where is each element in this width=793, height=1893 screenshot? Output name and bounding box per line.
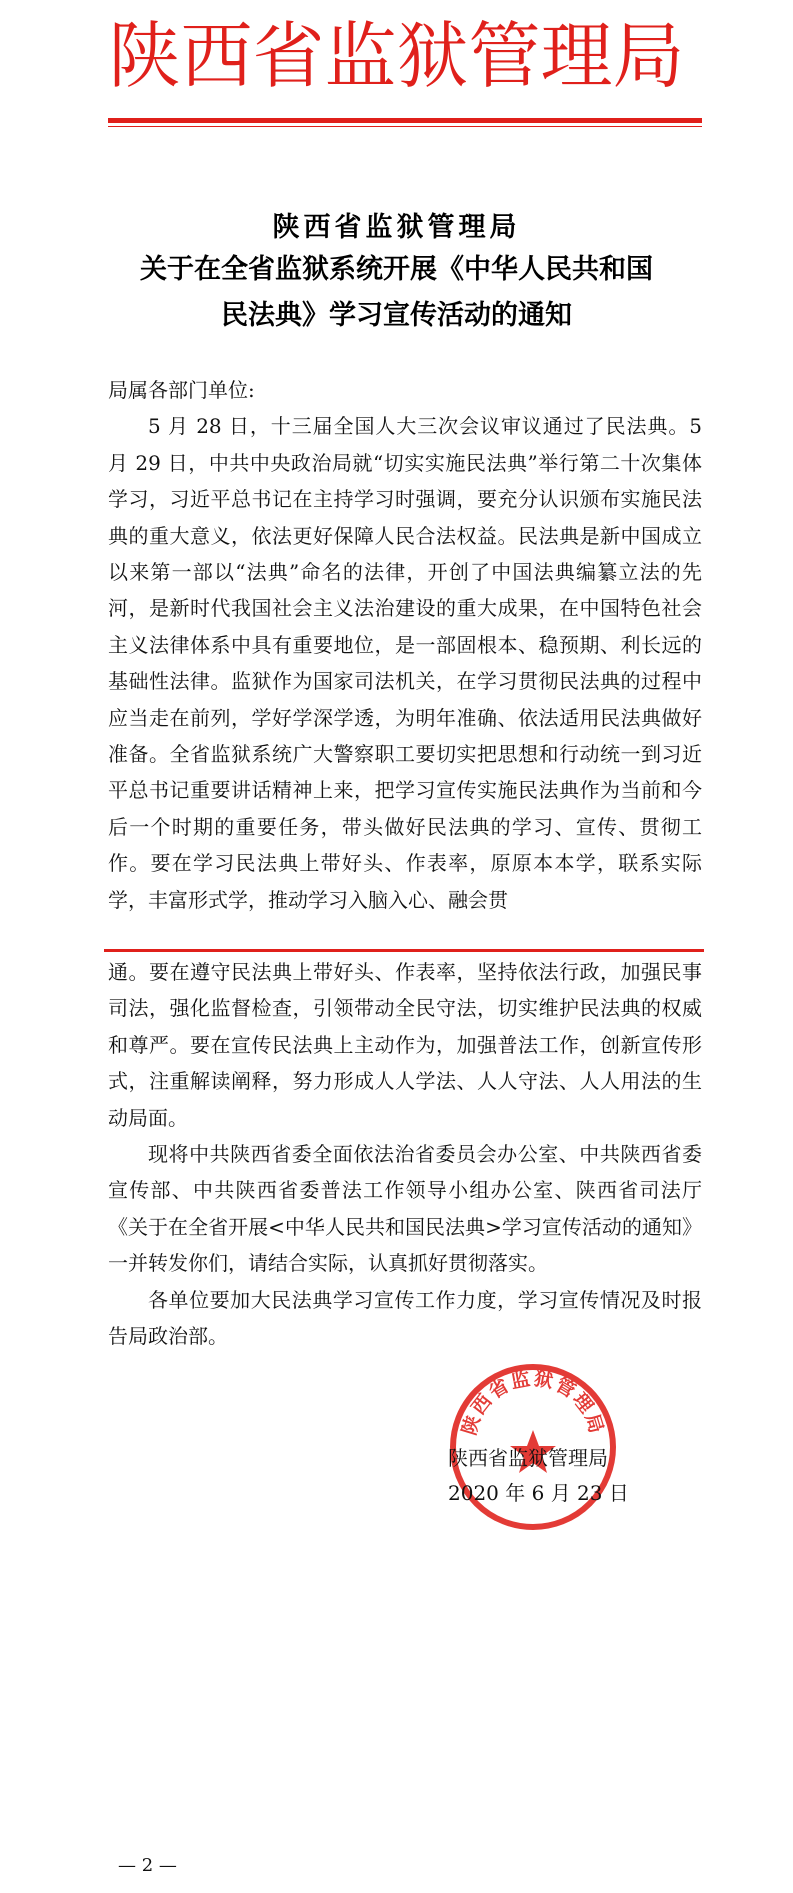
signature-org: 陕西省监狱管理局 [448,1446,608,1470]
paragraph-1-part-2: 通。要在遵守民法典上带好头、作表率，坚持依法行政，加强民事司法，强化监督检查，引领带动全民守法，切实维护民法典的权威和尊严。要在宣传民法典上主动作为，加强普法工作，创新宣传形式，注重解读阐释，努力形成人人学法、人人守法、人人用法的生动局面。 [108,960,702,1130]
masthead-rule-thin [108,126,702,127]
salutation: 局属各部门单位: [108,378,255,402]
masthead: 陕西省监狱管理局 [108,14,685,98]
paragraph-1-part-1: 5 月 28 日，十三届全国人大三次会议审议通过了民法典。5 月 29 日，中共中央政治局就“切实实施民法典”举行第二十次集体学习，习近平总书记在主持学习时强调，要充分认识颁布实施民法典的重大意义，依法更好保障人民合法权益。民法典是新中国成立以来第一部以“法典”命名的法律，开创了中国法典编纂立法的先河，是新时代我国社会主义法治建设的重大成果，在中国特色社会主义法律体系中具有重要地位，是一部固根本、稳预期、利长远的基础性法律。监狱作为国家司法机关，在学习贯彻民法典的过程中应当走在前列，学好学深学透，为明年准确、依法适用民法典做好准备。全省监狱系统广大警察职工要切实把思想和行动统一到习近平总书记重要讲话精神上来，把学习宣传实施民法典作为当前和今后一个时期的重要任务，带头做好民法典的学习、宣传、贯彻工作。要在学习民法典上带好头、作表率，原原本本学，联系实际学，丰富形式学，推动学习入脑入心、融会贯 [108,414,702,912]
body-page-1 [108,372,702,918]
signature-date: 2020 年 6 月 23 日 [448,1481,629,1505]
notice-title-line-3: 民法典》学习宣传活动的通知 [221,300,572,331]
svg-text:陕西省监狱管理局: 陕西省监狱管理局 [458,1367,608,1438]
masthead-rule-thick [108,118,702,123]
body-page-2 [108,954,702,1354]
page-number: — 2 — [118,1855,177,1876]
paragraph-3: 各单位要加大民法典学习宣传工作力度，学习宣传情况及时报告局政治部。 [108,1287,702,1349]
notice-title-line-1: 陕西省监狱管理局 [272,212,521,243]
paragraph-2: 现将中共陕西省委全面依法治省委员会办公室、中共陕西省委宣传部、中共陕西省委普法工作领导小组办公室、陕西省司法厅《关于在全省开展<中华人民共和国民法典>学习宣传活动的通知》一并转发你们，请结合实际，认真抓好贯彻落实。 [108,1142,702,1276]
page-separator [104,949,704,952]
notice-title-line-2: 关于在全省监狱系统开展《中华人民共和国 [140,254,653,285]
